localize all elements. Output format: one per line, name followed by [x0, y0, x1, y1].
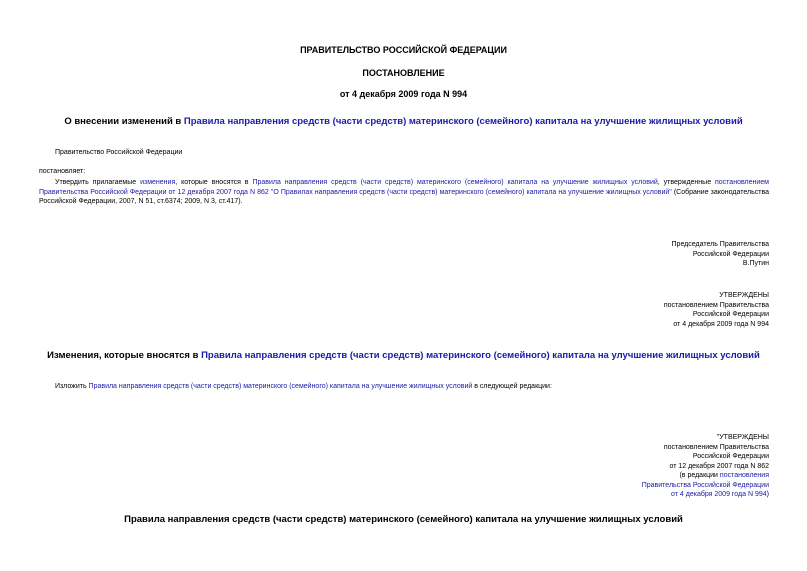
p1-link-decree[interactable]: постановлением Правительства Российской Федерации от 12 декабря 2007 года N 862 "О Правилах направления средств (части средств) материнского (семейного) капитала на улучшение жилищных условий": [39, 179, 769, 196]
signature-line-2: Российской Федерации: [692, 250, 769, 258]
p1-link-changes[interactable]: изменения: [140, 179, 176, 186]
approved2-link-date[interactable]: от 4 декабря 2009 года N 994: [671, 491, 767, 498]
state-link[interactable]: Правила направления средств (части средств) материнского (семейного) капитала на улучшение жилищных условий: [88, 383, 473, 390]
approved-block-2: [642, 433, 769, 500]
approved-line-4: от 4 декабря 2009 года N 994: [673, 320, 769, 328]
p1-text-d: (Собрание законодательства Российской Федерации, 2007, N 51, ст.6374; 2009, N 3, ст.417).: [39, 188, 769, 205]
government-line: Правительство Российской Федерации: [55, 149, 183, 156]
p1-text-c: , утвержденные: [657, 179, 715, 186]
approved2-line-7: [642, 490, 769, 500]
approved2-line-5: [642, 471, 769, 481]
document-title: [0, 116, 807, 127]
approved-block: [664, 291, 769, 329]
changes-title-link[interactable]: Правила направления средств (части средств) материнского (семейного) капитала на улучшение жилищных условий: [201, 350, 760, 361]
title-prefix: О внесении изменений в: [64, 116, 184, 127]
approved-line-2: постановлением Правительства: [663, 301, 769, 309]
approved2-line-2: постановлением Правительства: [663, 443, 769, 451]
state-paragraph: [55, 382, 552, 392]
title-link[interactable]: Правила направления средств (части средств) материнского (семейного) капитала на улучшение жилищных условий: [183, 116, 743, 127]
state-suffix: в следующей редакции:: [472, 383, 552, 390]
signature-block: [672, 240, 769, 269]
approved-line-3: Российской Федерации: [692, 311, 769, 318]
p1-link-rules[interactable]: Правила направления средств (части средств) материнского (семейного) капитала на улучшение жилищных условий: [252, 179, 658, 186]
approved2-text-b: ): [766, 491, 769, 498]
p1-text-b: , которые вносятся в: [175, 179, 253, 186]
p1-text-a: Утвердить прилагаемые: [55, 179, 141, 186]
approved2-link-gov[interactable]: Правительства Российской Федерации: [641, 481, 769, 489]
org-name: ПРАВИТЕЛЬСТВО РОССИЙСКОЙ ФЕДЕРАЦИИ: [300, 45, 507, 55]
doc-date: от 4 декабря 2009 года N 994: [339, 89, 468, 99]
approved2-text-a: (в редакции: [679, 472, 720, 479]
rules-title: Правила направления средств (части средств) материнского (семейного) капитала на улучшение жилищных условий: [124, 514, 683, 525]
signature-line-3: В.Путин: [742, 260, 769, 267]
approved2-link-decree[interactable]: постановления: [719, 472, 769, 479]
approved2-line-4: от 12 декабря 2007 года N 862: [669, 462, 769, 470]
changes-title-prefix: Изменения, которые вносятся в: [47, 350, 202, 361]
approved2-line-3: Российской Федерации: [692, 453, 769, 460]
state-prefix: Изложить: [55, 383, 89, 390]
approved2-line-1: "УТВЕРЖДЕНЫ: [716, 434, 769, 441]
approved-line-1: УТВЕРЖДЕНЫ: [719, 292, 769, 299]
signature-line-1: Председатель Правительства: [671, 241, 769, 248]
decrees-line: постановляет:: [39, 168, 86, 175]
changes-title: [0, 350, 807, 361]
doc-type: ПОСТАНОВЛЕНИЕ: [362, 68, 445, 78]
main-paragraph: [39, 178, 769, 207]
